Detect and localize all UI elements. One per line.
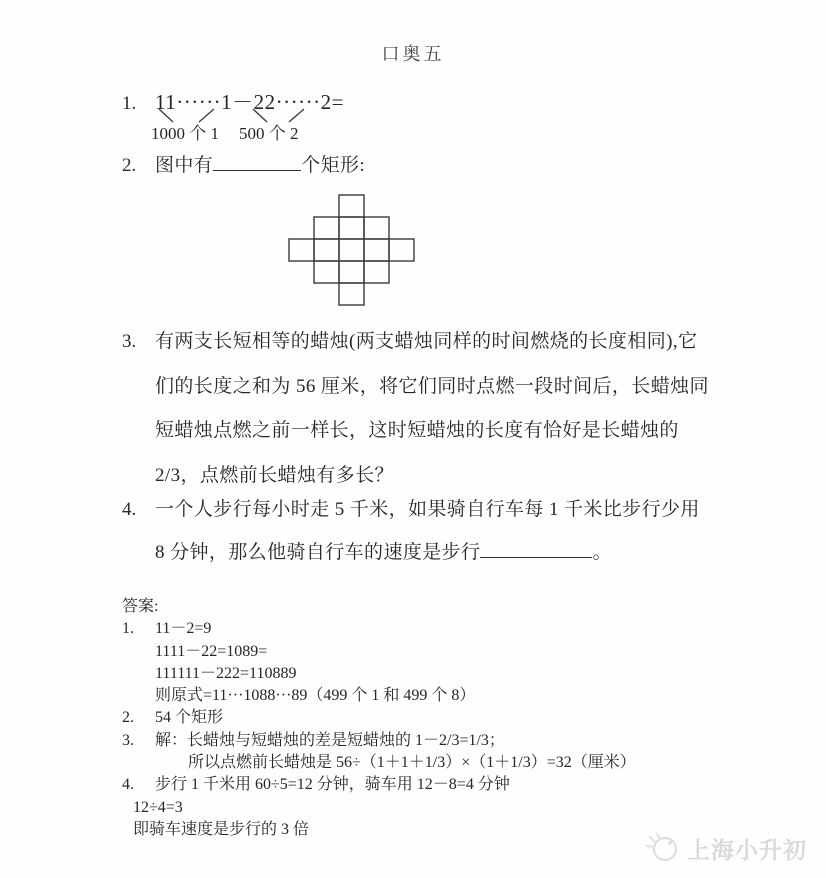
answer-line: 所以点燃前长蜡烛是 56÷（1＋1＋1/3）×（1＋1/3）=32（厘米） (188, 754, 636, 772)
fill-in-blank (480, 540, 592, 558)
grid-cell (364, 239, 389, 261)
grid-cell (364, 217, 389, 239)
grid-cell (339, 195, 364, 217)
grid-cell (389, 239, 414, 261)
question-4-number: 4. (122, 499, 137, 520)
watermark-text: 上海小升初 (687, 837, 807, 863)
answers-header: 答案: (122, 598, 159, 615)
grid-cell (364, 261, 389, 283)
rectangle-grid-figure (288, 194, 415, 306)
answer-item (120, 730, 636, 775)
answer-line: 步行 1 千米用 60÷5=12 分钟，骑车用 12－8=4 分钟 (155, 776, 510, 794)
question-4-line (155, 531, 700, 574)
answer-item-number: 2. (122, 709, 134, 727)
question-1-count-labels (151, 119, 299, 144)
grid-cell (314, 261, 339, 283)
answer-item-number: 3. (122, 731, 134, 749)
answers-section (120, 596, 636, 841)
answer-line: 1111－22=1089= (155, 642, 268, 660)
answer-line: 54 个矩形 (155, 709, 224, 727)
grid-cell (339, 261, 364, 283)
answer-item-number: 1. (122, 620, 134, 638)
answer-line: 则原式=11···1088···89（499 个 1 和 499 个 8） (155, 687, 476, 705)
question-4-text-after: 。 (592, 542, 612, 563)
question-1-number: 1. (122, 93, 137, 114)
grid-cell (314, 239, 339, 261)
answers-list (120, 618, 636, 841)
question-3-line: 短蜡烛点燃之前一样长，这时短蜡烛的长度有恰好是长蜡烛的 (155, 420, 679, 442)
count-label-ones: 1000 个 1 (151, 124, 219, 143)
watermark (643, 830, 807, 866)
question-2-number: 2. (122, 155, 137, 176)
grid-cell (339, 283, 364, 305)
answer-item (120, 618, 636, 707)
question-1-expression: 11······1－22······2= (155, 90, 344, 114)
answer-line: 即骑车速度是步行的 3 倍 (133, 820, 310, 838)
answer-line: 12÷4=3 (133, 798, 183, 816)
question-2-text-after: 个矩形: (301, 155, 366, 176)
answer-item (120, 707, 636, 729)
question-4-line: 一个人步行每小时走 5 千米，如果骑自行车每 1 千米比步行少用 (155, 499, 700, 520)
question-3-line: 2/3，点燃前长蜡烛有多长？ (155, 464, 394, 486)
question-3-number: 3. (122, 331, 137, 352)
answer-line: 11－2=9 (155, 620, 212, 638)
page-title: 口奥五 (381, 44, 445, 64)
grid-cell (339, 217, 364, 239)
question-3-line: 有两支长短相等的蜡烛(两支蜡烛同样的时间燃烧的长度相同),它 (155, 331, 698, 352)
question-3 (122, 320, 709, 498)
answer-item (120, 774, 636, 841)
fill-in-blank (213, 153, 301, 171)
grid-cell (314, 217, 339, 239)
question-2 (122, 150, 365, 177)
question-2-text-before: 图中有 (155, 155, 214, 176)
penguin-logo-icon (643, 830, 681, 866)
grid-cell (289, 239, 314, 261)
count-label-twos: 500 个 2 (239, 124, 299, 143)
answer-line: 解：长蜡烛与短蜡烛的差是短蜡烛的 1－2/3=1/3； (155, 731, 505, 749)
question-3-line: 们的长度之和为 56 厘米，将它们同时点燃一段时间后，长蜡烛同 (155, 375, 709, 397)
answer-line: 111111－222=110889 (155, 664, 297, 682)
question-4 (122, 488, 700, 574)
grid-cell (339, 239, 364, 261)
answer-item-number: 4. (122, 776, 134, 794)
question-4-text-before: 8 分钟，那么他骑自行车的速度是步行 (155, 542, 481, 563)
